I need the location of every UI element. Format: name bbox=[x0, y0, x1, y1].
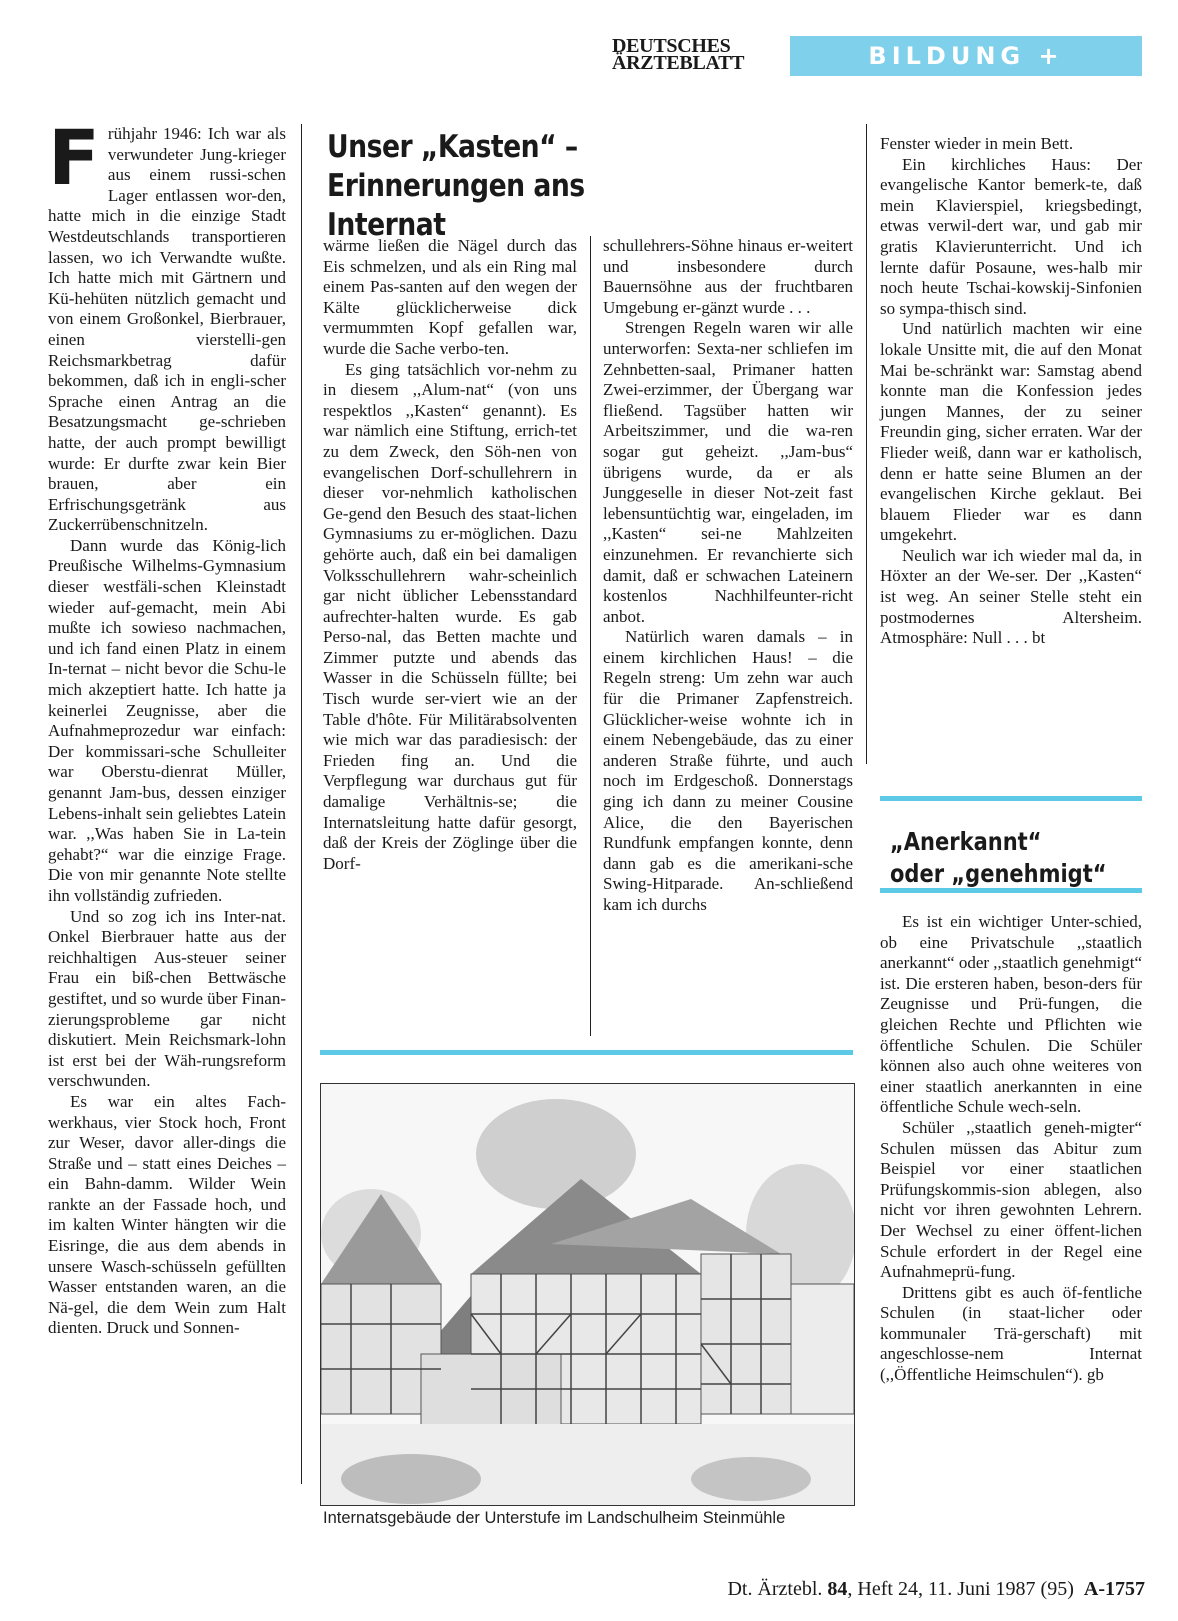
volume-number: 84 bbox=[827, 1578, 848, 1600]
citation-rest: , Heft 24, 11. Juni 1987 (95) bbox=[847, 1578, 1074, 1600]
paragraph: wärme ließen die Nägel durch das Eis schmelzen, und als ein Ring mal einem Pas-santen auf den wegen der Kälte glücklicherweise dick vermummten Kopf gefallen war, wurde die Sache verbo-ten. bbox=[323, 236, 577, 358]
article-column-3 bbox=[603, 236, 853, 916]
column-divider bbox=[866, 124, 867, 764]
column-divider bbox=[590, 236, 591, 1036]
logo-line1: DEUTSCHES bbox=[612, 35, 731, 57]
paragraph: Und natürlich machten wir eine lokale Unsitte mit, die auf den Monat Mai be-schränkt war: Samstag abend konnte man die Konfession jedes jungen Mannes, der zu seiner Freundin ging, sicher erraten. War der Flieder weiß, dann war er katholisch, denn er hatte seine Blumen an der evangelischen Kirche geklaut. Bei blauem Flieder war es dann umgekehrt. bbox=[880, 319, 1142, 545]
sidebar-title-line2: oder „genehmigt“ bbox=[890, 859, 1107, 888]
paragraph: Ein kirchliches Haus: Der evangelische Kantor bemerk-te, daß mein Klavierspiel, kriegsbedingt, etwas verwil-dert war, und gab mir gratis Klavierunterricht. Und ich lernte dafür Posaune, wes-halb mir noch heute Tschai-kowskij-Sinfonien so sympa-thisch sind. bbox=[880, 154, 1142, 318]
sidebar-bottom-rule bbox=[880, 888, 1142, 893]
paragraph: Drittens gibt es auch öf-fentliche Schulen (in staat-licher oder kommunaler Trä-gerschaft) mit angeschlosse-nem Internat (,,Öffentliche Heimschulen“). gb bbox=[880, 1282, 1142, 1385]
paragraph: Fenster wieder in mein Bett. bbox=[880, 134, 1074, 153]
paragraph: rühjahr 1946: Ich war als verwundeter Jung-krieger aus einem russi-schen Lager entlassen wor-den, hatte mich in die einzige Stadt Westdeutschlands transportieren lassen, wo ich Verwandte wußte. Ich hatte mich mit Gärtnern und Kü-hehüten nützlich gemacht und von einem Großonkel, Bierbrauer, einen vierstelli-gen Reichsmarkbetrag dafür bekommen, daß ich in engli-scher Sprache einen Antrag an die Besatzungsmacht ge-schrieben hatte, der auch prompt bewilligt wurde: Er durfte zwar kein Bier brauen, aber ein Erfrischungsgetränk aus Zuckerrübenschnitzeln. bbox=[48, 124, 286, 535]
sidebar-top-rule bbox=[880, 796, 1142, 801]
sidebar-text bbox=[880, 912, 1142, 1386]
paragraph: Und so zog ich ins Inter-nat. Onkel Bierbrauer hatte aus der reichhaltigen Aus-steuer seiner Frau ein biß-chen Bettwäsche gestiftet, und so wurde über Finan-zierungsprobleme gar nicht diskutiert. Mein Reichsmark-lohn ist erst bei der Wäh-rungsreform verschwunden. bbox=[48, 906, 286, 1091]
paragraph: Es ging tatsächlich vor-nehm zu in diesem ,,Alum-nat“ (von uns respektlos ,,Kasten“ genannt). Es war nämlich eine Stiftung, errich-tet zu dem Zweck, den Söh-nen von evangelischen Dorf-schullehrern in dieser vor-nehmlich katholischen Ge-gend den Besuch des staat-lichen Gymnasiums zu er-möglichen. Dazu gehörte auch, daß ein bei damaligen Volksschullehrern wahr-scheinlich gar nicht üblicher Lebensstandard aufrechter-halten wurde. Es gab Perso-nal, das Betten machte und Zimmer putzte und abends das Wasser in die Schüsseln füllte; bei Tisch wurde ser-viert wie an der Table d'hôte. Für Militärabsolventen wie mich war das paradiesisch: der Frieden fing an. Und die Verpflegung war durchaus gut für damalige Verhältnis-se; die Internatsleitung hatte dafür gesorgt, daß der Kreis der Zöglinge über die Dorf- bbox=[323, 359, 577, 873]
sidebar-title bbox=[890, 826, 1108, 890]
title-line1: Unser „Kasten“ – bbox=[327, 129, 578, 165]
logo-line2: ÄRZTEBLATT bbox=[612, 52, 745, 74]
page-footer bbox=[620, 1578, 1145, 1601]
journal-logo bbox=[612, 35, 782, 74]
drop-cap: F bbox=[48, 113, 100, 202]
paragraph: Dann wurde das König-lich Preußische Wilhelms-Gymnasium dieser westfäli-schen Kleinstadt wieder auf-gemacht, mein Abi mußte ich sowieso nachmachen, und ich fand einen Platz in einem In-ternat – nicht bevor die Schu-le mich akzeptiert hatte. Ich hatte ja keinerlei Zeugnisse, aber die Aufnahmeprozedur war einfach: Der kommissari-sche Schulleiter war Oberstu-dienrat Müller, genannt Jam-bus, dessen einziger Lebens-inhalt sein geliebtes Latein war. ,,Was haben Sie in La-tein gehabt?“ war die einzige Frage. Die von mir genannte Note stellte ihn vollständig zufrieden. bbox=[48, 535, 286, 905]
section-banner: BILDUNG + ERZIEHUNG bbox=[790, 36, 1142, 76]
article-column-2 bbox=[323, 236, 577, 874]
image-caption: Internatsgebäude der Unterstufe im Landschulheim Steinmühle bbox=[323, 1509, 786, 1527]
article-title bbox=[327, 128, 688, 245]
half-timbered-house-drawing bbox=[321, 1084, 854, 1505]
image-top-rule bbox=[320, 1050, 853, 1055]
column-divider bbox=[301, 124, 302, 1484]
page-number: A-1757 bbox=[1083, 1578, 1145, 1600]
paragraph: schullehrers-Söhne hinaus er-weitert und insbesondere durch Bauernsöhne aus der fruchtbaren Umgebung er-gänzt wurde . . . bbox=[603, 236, 853, 317]
paragraph: Es war ein altes Fach-werkhaus, vier Stock hoch, Front zur Weser, davor aller-dings die Straße und – statt eines Deiches – ein Bahn-damm. Wilder Wein rankte an der Fassade hoch, und im kalten Winter hängten wir die Eisringe, die aus dem abends in unsere Wasch-schüsseln gefüllten Wasser entstanden waren, an die Nä-gel, die dem Wein zum Halt dienten. Druck und Sonnen- bbox=[48, 1091, 286, 1338]
article-column-1 bbox=[48, 113, 286, 1339]
paragraph: Natürlich waren damals – in einem kirchlichen Haus! – die Regeln streng: Um zehn war auch für die Primaner Zapfenstreich. Glücklicher-weise wohnte ich in einem Nebengebäude, das zu einer anderen Straße führte, und auch noch im Erdgeschoß. Donnerstags ging ich dann zu meiner Cousine Alice, die den Bayerischen Rundfunk empfangen konnte, denn dann gab es die amerikani-sche Swing-Hitparade. An-schließend kam ich durchs bbox=[603, 627, 853, 914]
title-line2: Erinnerungen ans Internat bbox=[327, 168, 585, 243]
citation-prefix: Dt. Ärztebl. bbox=[727, 1578, 828, 1600]
building-illustration bbox=[320, 1083, 855, 1506]
paragraph: Es ist ein wichtiger Unter-schied, ob eine Privatschule ,,staatlich anerkannt“ oder ,,staatlich genehmigt“ ist. Die ersteren haben, beson-ders für Zeugnisse und Prü-fungen, die gleichen Rechte und Pflichten wie öffentliche Schulen. Die Schüler können also auch ohne weiteres von einer staatlich anerkannten in eine öffentliche Schule wech-seln. bbox=[880, 912, 1142, 1117]
article-column-4 bbox=[880, 134, 1142, 649]
sidebar-title-line1: „Anerkannt“ bbox=[890, 827, 1042, 856]
paragraph: Strengen Regeln waren wir alle unterworfen: Sexta-ner schliefen im Zehnbetten-saal, Primaner hatten Zwei-erzimmer, der Übergang war fließend. Tagsüber hatten wir Arbeitszimmer, und die wa-ren sogar gut geheizt. ,,Jam-bus“ übrigens wurde, da er als Junggeselle in dieser Not-zeit fast lebensuntüchtig war, eingeladen, im ,,Kasten“ sei-ne Mahlzeiten einzunehmen. Er revanchierte sich damit, daß er schwachen Lateinern kostenlos Nachhilfeunter-richt anbot. bbox=[603, 318, 853, 626]
paragraph: Schüler ,,staatlich geneh-migter“ Schulen müssen das Abitur zum Beispiel vor einer staatlichen Prüfungskommis-sion ablegen, also nicht vor ihren gewohnten Lehrern. Der Wechsel zu einer öffent-lichen Schule erfordert in der Regel eine Aufnahmeprü-fung. bbox=[880, 1117, 1142, 1282]
paragraph: Neulich war ich wieder mal da, in Höxter an der We-ser. Der ,,Kasten“ ist weg. An seiner Stelle steht ein postmodernes Altersheim. Atmosphäre: Null . . . bt bbox=[880, 545, 1142, 648]
